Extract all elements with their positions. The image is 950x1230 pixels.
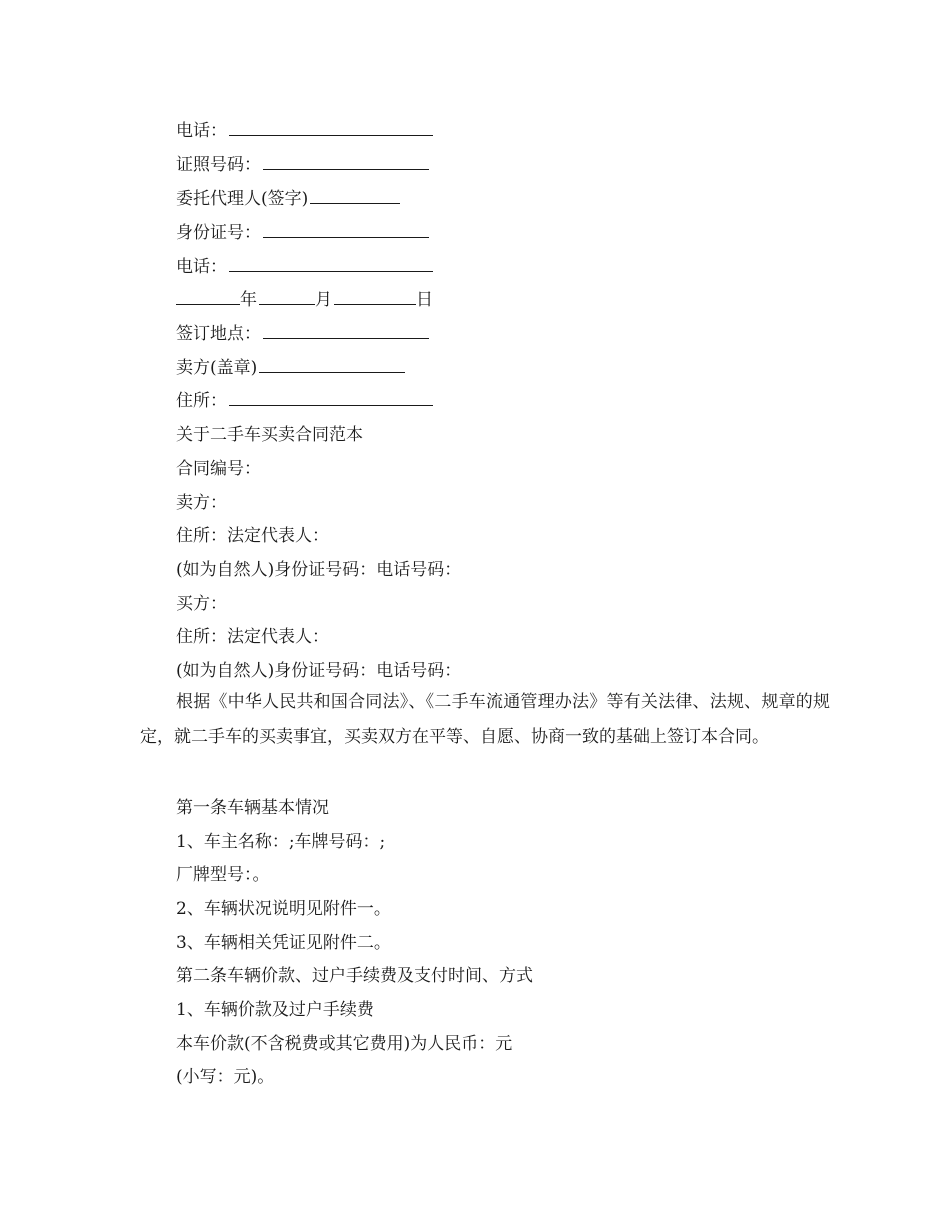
buyer-address: 住所：法定代表人： bbox=[176, 627, 329, 647]
seller-stamp-blank bbox=[259, 358, 405, 373]
buyer-label: 买方： bbox=[176, 594, 227, 614]
day-label: 日 bbox=[416, 290, 433, 310]
article2-item1: 1、车辆价款及过户手续费 bbox=[176, 1000, 374, 1020]
seller-stamp-label: 卖方(盖章) bbox=[176, 358, 258, 378]
phone-blank bbox=[229, 121, 433, 136]
seller-address: 住所：法定代表人： bbox=[176, 526, 329, 546]
address-line bbox=[176, 390, 433, 412]
contract-title: 关于二手车买卖合同范本 bbox=[176, 425, 363, 445]
article1-model: 厂牌型号：。 bbox=[176, 865, 270, 885]
phone-label: 电话： bbox=[176, 121, 227, 141]
buyer-id: (如为自然人)身份证号码：电话号码： bbox=[176, 661, 462, 681]
place-label: 签订地点： bbox=[176, 324, 261, 344]
phone2-label: 电话： bbox=[176, 257, 227, 277]
agent-line bbox=[176, 188, 400, 210]
agent-blank bbox=[310, 189, 400, 204]
contract-number: 合同编号： bbox=[176, 459, 261, 479]
address-label: 住所： bbox=[176, 391, 227, 411]
phone2-line bbox=[176, 256, 433, 278]
month-blank bbox=[259, 290, 315, 305]
article1-item2: 2、车辆状况说明见附件一。 bbox=[176, 899, 391, 919]
article2-small: (小写：元)。 bbox=[176, 1067, 275, 1087]
year-blank bbox=[176, 290, 240, 305]
phone2-blank bbox=[229, 257, 433, 272]
seller-id: (如为自然人)身份证号码：电话号码： bbox=[176, 560, 462, 580]
day-blank bbox=[334, 290, 416, 305]
address-blank bbox=[229, 391, 433, 406]
article1-item3: 3、车辆相关凭证见附件二。 bbox=[176, 933, 391, 953]
place-blank bbox=[263, 324, 429, 339]
id-line bbox=[176, 222, 429, 244]
date-line bbox=[176, 289, 433, 311]
seller-stamp-line bbox=[176, 357, 405, 379]
seller-label: 卖方： bbox=[176, 493, 227, 513]
article1-title: 第一条车辆基本情况 bbox=[176, 798, 329, 818]
article2-title: 第二条车辆价款、过户手续费及支付时间、方式 bbox=[176, 966, 533, 986]
place-line bbox=[176, 323, 429, 345]
agent-label: 委托代理人(签字) bbox=[176, 189, 309, 209]
phone-line bbox=[176, 120, 433, 142]
id-blank bbox=[263, 223, 429, 238]
year-label: 年 bbox=[240, 290, 257, 310]
preamble-paragraph: 根据《中华人民共和国合同法》、《二手车流通管理办法》等有关法律、法规、规章的规定，就二手车的买卖事宜，买卖双方在平等、自愿、协商一致的基础上签订本合同。 bbox=[140, 692, 830, 747]
article2-price: 本车价款(不含税费或其它费用)为人民币：元 bbox=[176, 1034, 513, 1054]
license-blank bbox=[263, 155, 429, 170]
article1-item1: 1、车主名称：;车牌号码：; bbox=[176, 832, 386, 852]
license-label: 证照号码： bbox=[176, 155, 261, 175]
id-label: 身份证号： bbox=[176, 223, 261, 243]
license-line bbox=[176, 154, 429, 176]
month-label: 月 bbox=[315, 290, 332, 310]
